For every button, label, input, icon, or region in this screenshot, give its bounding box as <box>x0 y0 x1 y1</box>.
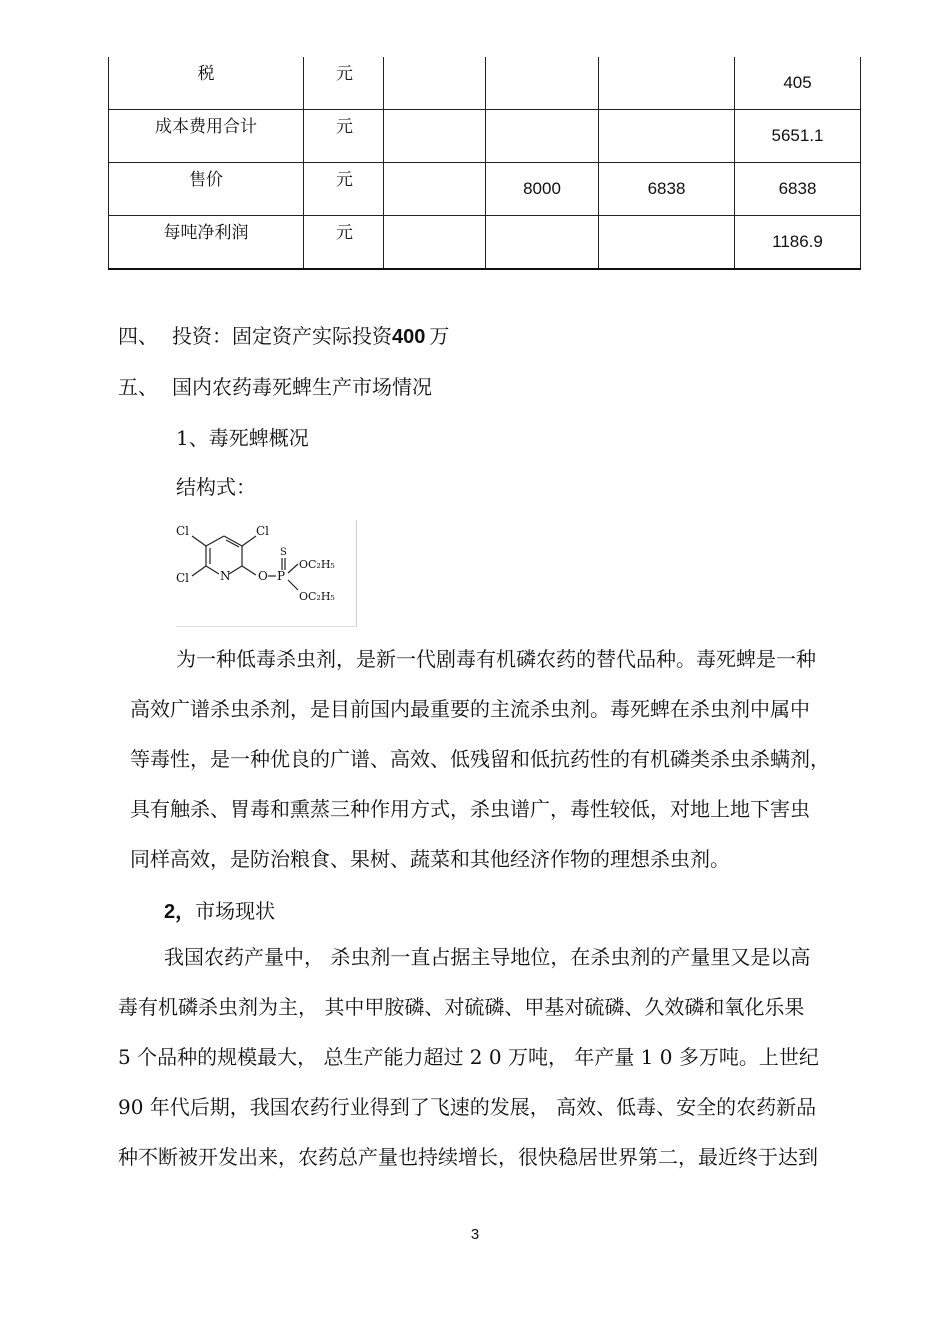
item-name-cell: 税 <box>109 57 304 110</box>
page-number: 3 <box>470 1226 480 1243</box>
paragraph-line: 我国农药产量中， 杀虫剂一直占据主导地位，在杀虫剂的产量里又是以高 <box>164 945 811 969</box>
value-cell <box>384 163 486 216</box>
structure-atom-cl-3: Cl <box>176 571 190 585</box>
unit-cell: 元 <box>304 57 384 110</box>
subsection-1-title: 1、毒死蜱概况 <box>176 426 309 450</box>
table-row <box>109 163 861 216</box>
value-cell: 405 <box>735 57 861 110</box>
value-cell: 5651.1 <box>735 110 861 163</box>
item-name-cell: 每吨净利润 <box>109 216 304 270</box>
structure-label: 结构式： <box>176 475 256 499</box>
value-cell <box>486 110 599 163</box>
value-cell <box>486 216 599 270</box>
unit-cell: 元 <box>304 110 384 163</box>
paragraph-line: 等毒性，是一种优良的广谱、高效、低残留和低抗药性的有机磷类杀虫杀螨剂， <box>130 747 830 771</box>
table-row <box>109 57 861 110</box>
value-cell: 1186.9 <box>735 216 861 270</box>
structure-group-ethoxy-2: OC₂H₅ <box>299 590 335 603</box>
paragraph-line: 毒有机磷杀虫剂为主， 其中甲胺磷、对硫磷、甲基对硫磷、久效磷和氧化乐果 <box>118 995 805 1019</box>
table-row <box>109 216 861 270</box>
paragraph-line: 种不断被开发出来，农药总产量也持续增长，很快稳居世界第二，最近终于达到 <box>118 1145 818 1169</box>
value-cell <box>599 216 735 270</box>
section-4-heading: 四、 投资：固定资产实际投资400 万 <box>118 324 450 348</box>
structure-atom-n: N <box>220 569 231 583</box>
paragraph-line: 为一种低毒杀虫剂，是新一代剧毒有机磷农药的替代品种。毒死蜱是一种 <box>176 647 816 671</box>
structure-atom-s: S <box>280 547 287 558</box>
paragraph-line: 90 年代后期，我国农药行业得到了飞速的发展， 高效、低毒、安全的农药新品 <box>118 1095 817 1119</box>
item-name-cell: 成本费用合计 <box>109 110 304 163</box>
value-cell: 8000 <box>486 163 599 216</box>
table-row <box>109 110 861 163</box>
paragraph-line: 5 个品种的规模最大， 总生产能力超过 2 0 万吨， 年产量 1 0 多万吨。上世纪 <box>118 1045 819 1069</box>
unit-cell: 元 <box>304 216 384 270</box>
value-cell: 6838 <box>599 163 735 216</box>
value-cell <box>486 57 599 110</box>
value-cell: 6838 <box>735 163 861 216</box>
value-cell <box>599 57 735 110</box>
paragraph-line: 高效广谱杀虫杀剂，是目前国内最重要的主流杀虫剂。毒死蜱在杀虫剂中属中 <box>130 697 810 721</box>
structure-atom-o: O <box>258 569 268 583</box>
value-cell <box>384 110 486 163</box>
paragraph-line: 同样高效，是防治粮食、果树、蔬菜和其他经济作物的理想杀虫剂。 <box>130 847 730 871</box>
unit-cell: 元 <box>304 163 384 216</box>
subsection-2-title: 2，市场现状 <box>164 899 276 923</box>
structure-group-ethoxy-1: OC₂H₅ <box>299 558 335 571</box>
paragraph-overview <box>130 634 900 884</box>
chlorpyrifos-structure-image <box>176 520 357 627</box>
paragraph-market <box>118 932 900 1182</box>
value-cell <box>384 57 486 110</box>
section-5-heading: 五、 国内农药毒死蜱生产市场情况 <box>118 375 432 399</box>
structure-atom-cl-1: Cl <box>176 524 190 538</box>
cost-table <box>108 57 861 270</box>
item-name-cell: 售价 <box>109 163 304 216</box>
value-cell <box>599 110 735 163</box>
structure-atom-p: P <box>277 569 286 583</box>
structure-atom-cl-2: Cl <box>256 524 270 538</box>
value-cell <box>384 216 486 270</box>
paragraph-line: 具有触杀、胃毒和熏蒸三种作用方式，杀虫谱广，毒性较低，对地上地下害虫 <box>130 797 810 821</box>
